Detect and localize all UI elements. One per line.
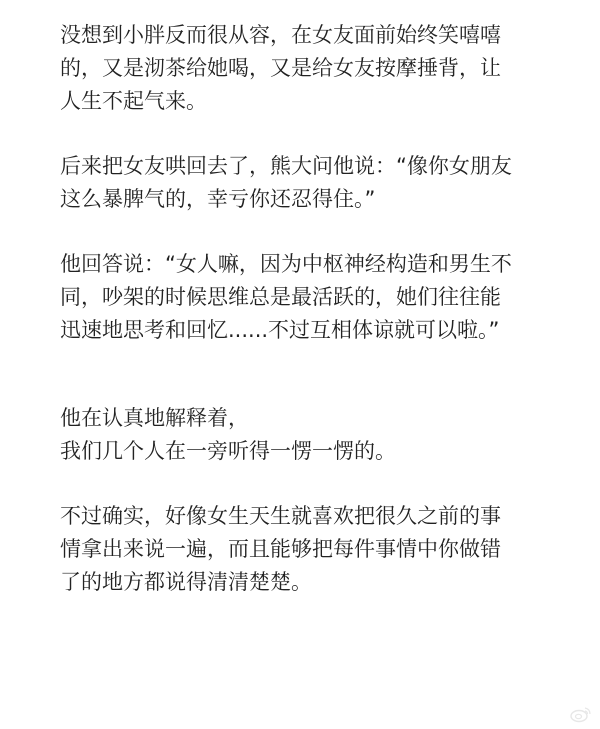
text-line: 这么暴脾气的，幸亏你还忍得住。” [60, 187, 376, 211]
paragraph-1 [60, 19, 560, 118]
paragraph-5 [60, 500, 560, 599]
text-line: 他回答说：“女人嘛，因为中枢神经构造和男生不 [60, 252, 512, 276]
text-line: 迅速地思考和回忆......不过互相体谅就可以啦。” [60, 318, 500, 342]
paragraph-2 [60, 150, 560, 216]
text-line: 我们几个人在一旁听得一愣一愣的。 [60, 439, 396, 463]
text-line: 后来把女友哄回去了，熊大问他说：“像你女朋友 [60, 154, 512, 178]
text-line: 人生不起气来。 [60, 89, 207, 113]
paragraph-3 [60, 248, 560, 347]
weibo-logo-icon [570, 705, 592, 723]
text-line: 他在认真地解释着， [60, 406, 249, 430]
text-line: 同，吵架的时候思维总是最活跃的，她们往往能 [60, 285, 501, 309]
article-body [60, 19, 560, 599]
text-line: 不过确实，好像女生天生就喜欢把很久之前的事 [60, 504, 501, 528]
text-line: 的，又是沏茶给她喝，又是给女友按摩捶背，让 [60, 56, 501, 80]
paragraph-4 [60, 402, 560, 468]
text-line: 了的地方都说得清清楚楚。 [60, 570, 312, 594]
text-line: 没想到小胖反而很从容，在女友面前始终笑嘻嘻 [60, 23, 501, 47]
text-line: 情拿出来说一遍，而且能够把每件事情中你做错 [60, 537, 501, 561]
